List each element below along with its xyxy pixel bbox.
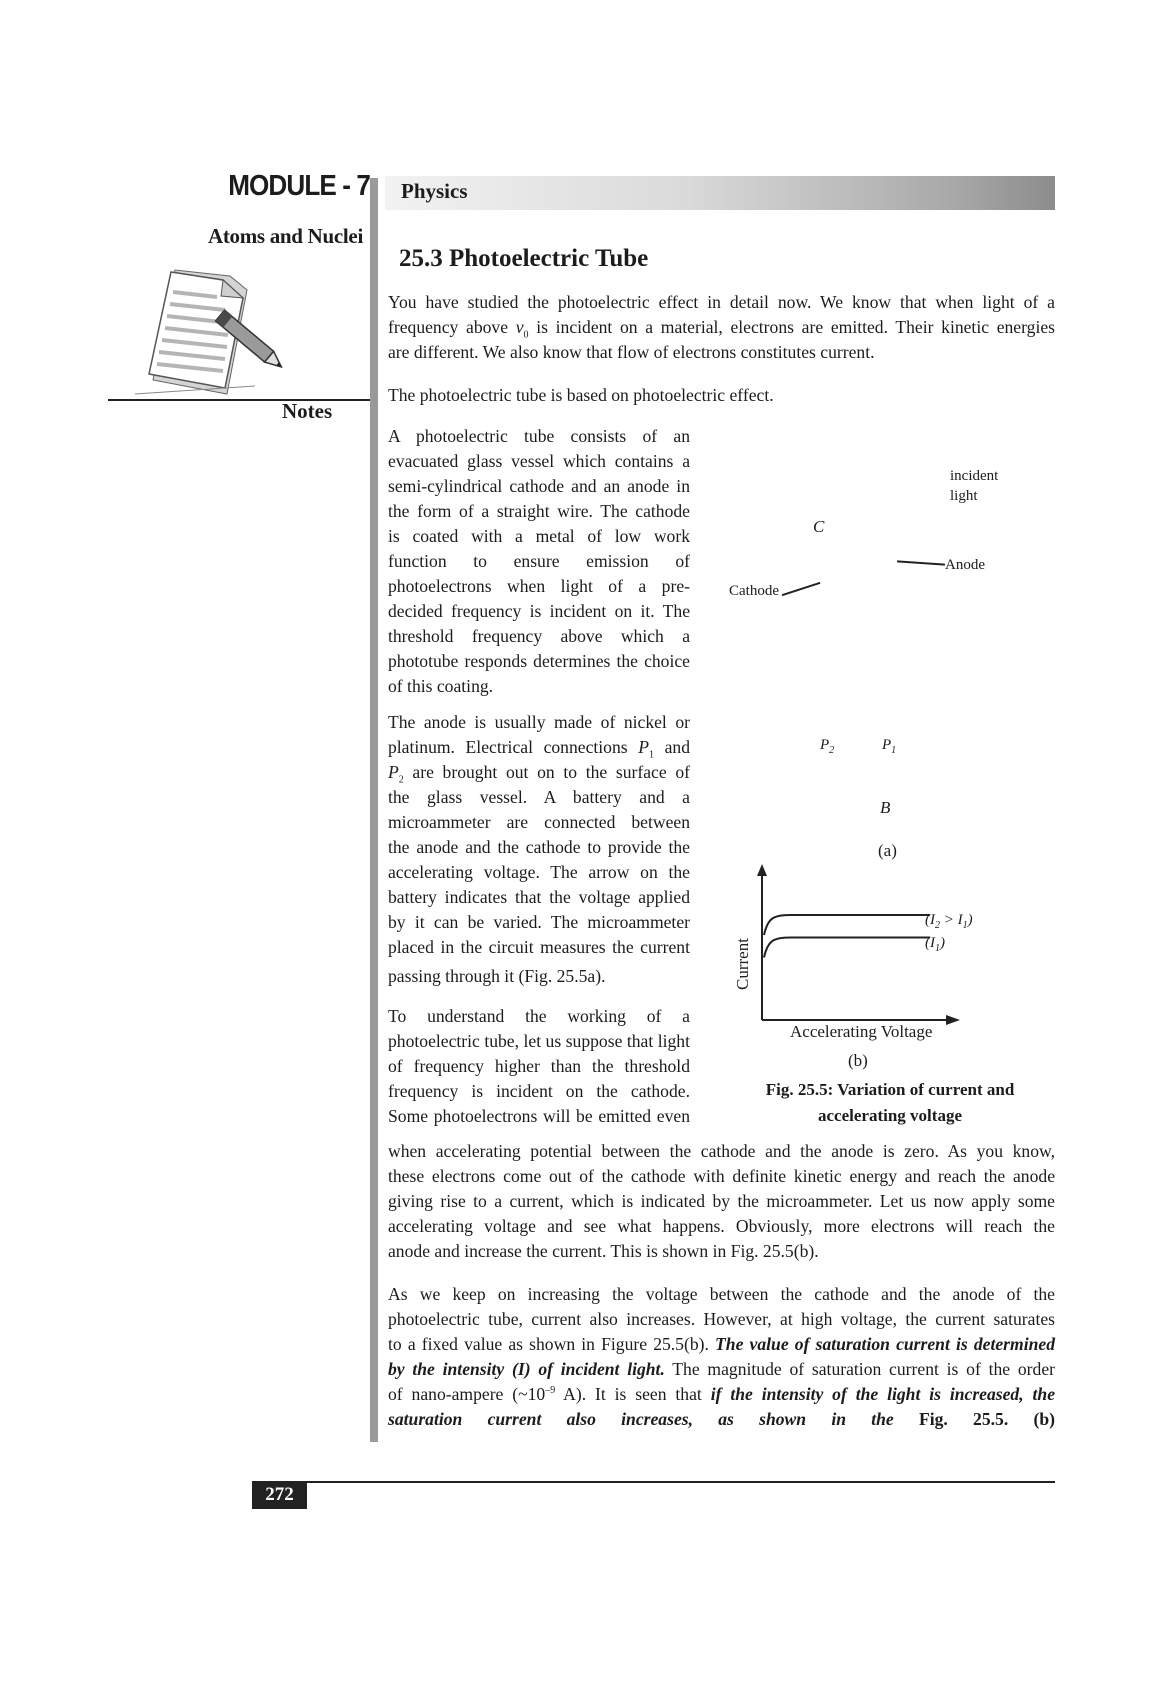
figure-a-caption: (a) (878, 841, 897, 860)
x-axis-arrow (946, 1015, 960, 1025)
series-line-lower (764, 938, 930, 958)
text-line (388, 315, 1055, 340)
page-number: 272 (265, 1484, 294, 1505)
text-line: giving rise to a current, which is indicated by the microammeter. Let us now apply some (388, 1191, 1055, 1211)
emphasis-text: The value of saturation current is determined (715, 1334, 1055, 1354)
text-line (388, 1382, 1055, 1407)
anode-label: Anode (945, 557, 985, 573)
x-axis-label: Accelerating Voltage (790, 1022, 933, 1041)
incident-label-line: light (950, 488, 978, 504)
text-line: phototube responds determines the choice (388, 651, 690, 671)
y-axis-arrow (757, 864, 767, 876)
text-line: passing through it (Fig. 25.5a). (388, 966, 606, 986)
label-part: I (930, 912, 935, 928)
text-line: anode and increase the current. This is shown in Fig. 25.5(b). (388, 1241, 819, 1261)
p1-sub: 1 (891, 745, 897, 756)
label-sub: 2 (935, 920, 940, 931)
text-line: Some photoelectrons will be emitted even (388, 1106, 690, 1126)
text-line: when accelerating potential between the cathode and the anode is zero. As you know, (388, 1141, 1055, 1161)
label-part: ( (925, 912, 930, 928)
text-line (388, 1357, 1055, 1382)
p1-terminal-label (882, 737, 896, 754)
text-fragment: and (653, 737, 690, 757)
series-label-lower (925, 935, 945, 952)
text-line: threshold frequency above which a (388, 626, 690, 646)
text-line: by it can be varied. The microammeter (388, 912, 690, 932)
figure-b-caption: (b) (848, 1051, 868, 1070)
series-label-upper (925, 912, 973, 929)
text-fragment: platinum. Electrical connections (388, 737, 639, 757)
consists-paragraph (388, 424, 690, 699)
based-on-paragraph (388, 383, 1055, 408)
text-line: photoelectrons when light of a pre- (388, 576, 690, 596)
exponent: –9 (545, 1385, 556, 1397)
text-line: You have studied the photoelectric effect in detail now. We know that when light of a (388, 292, 1055, 312)
text-fragment: frequency above (388, 317, 516, 337)
text-line: accelerating voltage. The arrow on the (388, 862, 690, 882)
cathode-label: Cathode (729, 583, 779, 599)
text-line (388, 1407, 1055, 1432)
module-title: MODULE - 7 (228, 170, 370, 202)
p1-letter: P (882, 737, 892, 753)
y-axis-label: Current (733, 938, 752, 990)
figure-reference: Fig. 25.5. (b) (893, 1409, 1055, 1429)
text-fragment: are brought out on to the surface of (403, 762, 690, 782)
emphasis-text: if the intensity of the light is increased, the (710, 1384, 1055, 1404)
cathode-c-label: C (813, 517, 825, 536)
text-line: of frequency higher than the threshold (388, 1056, 690, 1076)
text-line: of this coating. (388, 676, 494, 696)
p1-subscript: 1 (648, 749, 654, 761)
anode-paragraph (388, 710, 690, 989)
label-sub: 1 (935, 943, 940, 954)
understand-continued (388, 1139, 1055, 1264)
label-part: ( (925, 935, 930, 951)
text-line (388, 760, 690, 785)
text-line: The anode is usually made of nickel or (388, 712, 690, 732)
text-fragment: of nano-ampere (~10 (388, 1384, 546, 1404)
label-part: ) (940, 935, 945, 951)
p2-terminal-label (820, 737, 834, 754)
text-line: the glass vessel. A battery and a (388, 787, 690, 807)
text-line (388, 735, 690, 760)
text-line: placed in the circuit measures the current (388, 937, 690, 957)
p2-symbol: P (388, 762, 399, 782)
incident-label-line: incident (950, 468, 999, 484)
figure-caption (730, 1077, 1050, 1129)
text-line: function to ensure emission of (388, 551, 690, 571)
cathode-pointer (782, 582, 821, 596)
caption-line: Fig. 25.5: Variation of current and (765, 1080, 1015, 1099)
frequency-subscript: 0 (523, 329, 529, 341)
label-sub: 1 (962, 920, 968, 931)
text-line: photoelectric tube, let us suppose that light (388, 1031, 690, 1051)
text-line: the form of a straight wire. The cathode (388, 501, 690, 521)
text-fragment: to a fixed value as shown in Figure 25.5(b). (388, 1334, 716, 1354)
text-line: photoelectric tube, current also increases. However, at high voltage, the current saturates (388, 1309, 1055, 1329)
understand-paragraph (388, 1004, 690, 1129)
anode-pointer (897, 560, 945, 565)
text-line: semi-cylindrical cathode and an anode in (388, 476, 690, 496)
notepad-pencil-icon (135, 262, 295, 402)
label-part: > (940, 912, 958, 928)
emphasis-text: by the intensity (I) of incident light. (388, 1359, 665, 1379)
text-line: frequency is incident on the cathode. (388, 1081, 690, 1101)
series-line-upper (764, 915, 930, 935)
notes-label: Notes (282, 399, 333, 423)
text-line: To understand the working of a (388, 1006, 690, 1026)
text-line: The photoelectric tube is based on photoelectric effect. (388, 385, 774, 405)
text-fragment: is incident on a material, electrons are emitted. Their kinetic energies (528, 317, 1056, 337)
intro-paragraph (388, 290, 1055, 365)
p2-sub: 2 (829, 745, 835, 756)
module-subtitle: Atoms and Nuclei (207, 224, 363, 248)
saturation-paragraph (388, 1282, 1055, 1432)
p1-symbol: P (638, 737, 649, 757)
battery-b-label: B (880, 798, 891, 817)
p2-letter: P (820, 737, 830, 753)
text-line: evacuated glass vessel which contains a (388, 451, 690, 471)
p2-subscript: 2 (398, 774, 404, 786)
text-fragment: The magnitude of saturation current is of the order (664, 1359, 1055, 1379)
text-line: A photoelectric tube consists of an (388, 426, 690, 446)
label-part: I (930, 935, 935, 951)
text-line: decided frequency is incident on it. The (388, 601, 690, 621)
text-line: accelerating voltage and see what happens. Obviously, more electrons will reach the (388, 1216, 1055, 1236)
header-subject: Physics (401, 179, 468, 203)
text-line: is coated with a metal of low work (388, 526, 690, 546)
text-line: As we keep on increasing the voltage between the cathode and the anode of the (388, 1284, 1055, 1304)
label-part: ) (967, 912, 973, 928)
header-bar (385, 176, 1055, 210)
text-fragment: A). It is seen that (555, 1384, 711, 1404)
margin-bar (370, 178, 378, 1442)
text-line: the anode and the cathode to provide the (388, 837, 690, 857)
text-line: these electrons come out of the cathode with definite kinetic energy and reach the anode (388, 1166, 1055, 1186)
text-line: battery indicates that the voltage applied (388, 887, 690, 907)
text-line (388, 1332, 1055, 1357)
text-line: are different. We also know that flow of electrons constitutes current. (388, 342, 875, 362)
emphasis-text: saturation current also increases, as shown in the (388, 1409, 894, 1429)
incident-light-label (950, 466, 998, 506)
caption-line: accelerating voltage (818, 1106, 962, 1125)
footer-rule (252, 1481, 1055, 1483)
frequency-symbol: v (515, 317, 524, 337)
section-heading: 25.3 Photoelectric Tube (399, 245, 649, 272)
text-line: microammeter are connected between (388, 812, 690, 832)
label-part: I (957, 912, 963, 928)
